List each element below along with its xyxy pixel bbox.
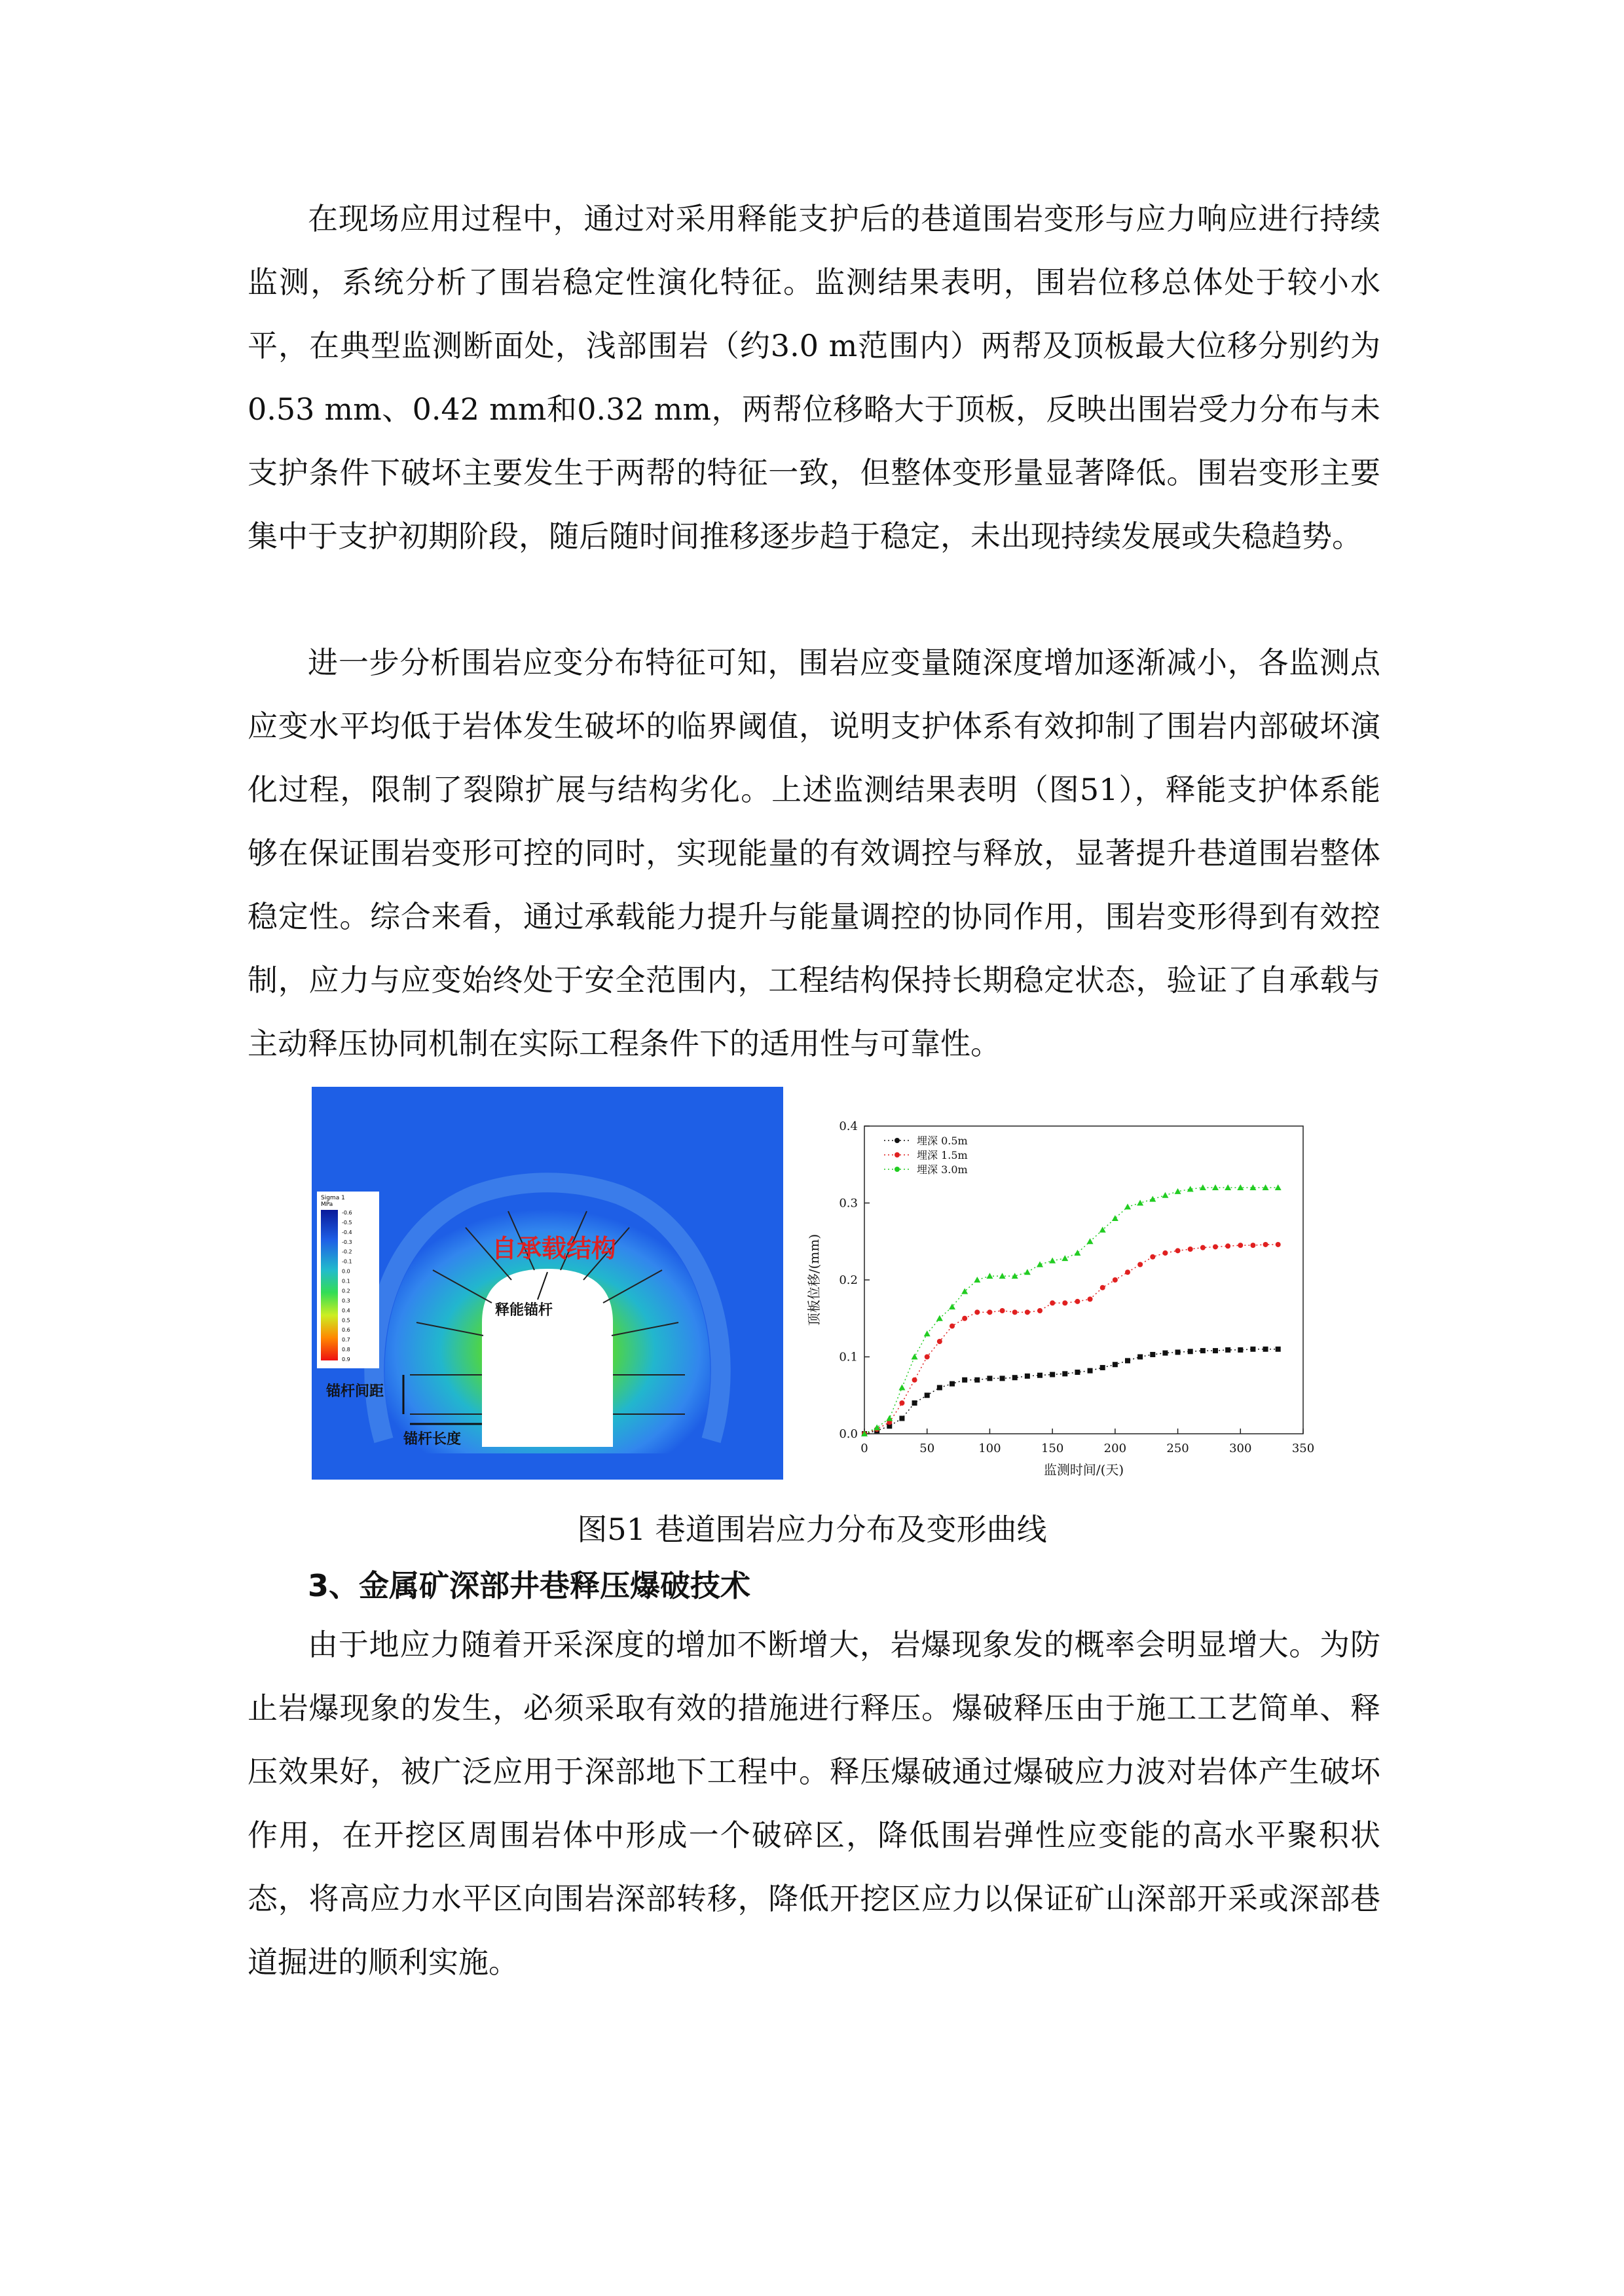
data-point (1012, 1375, 1018, 1380)
data-point (1074, 1250, 1080, 1256)
data-point (987, 1376, 992, 1381)
y-tick-label: 0.3 (839, 1196, 858, 1211)
data-point (1025, 1309, 1030, 1315)
data-point (1024, 1269, 1031, 1275)
data-point (986, 1273, 993, 1279)
data-point (1100, 1365, 1105, 1370)
data-point (924, 1330, 931, 1336)
legend-marker (895, 1152, 900, 1157)
data-point (1276, 1347, 1281, 1352)
displacement-chart (792, 1100, 1316, 1480)
data-point (987, 1309, 992, 1315)
data-point (925, 1355, 930, 1360)
legend-tick-label: -0.4 (342, 1229, 352, 1235)
data-point (974, 1377, 980, 1383)
data-point (899, 1400, 904, 1406)
series-line (864, 1349, 1278, 1434)
data-point (1275, 1184, 1282, 1190)
data-point (1113, 1277, 1118, 1283)
data-point (912, 1400, 917, 1406)
data-point (925, 1393, 930, 1398)
data-point (1276, 1242, 1281, 1247)
data-point (1000, 1308, 1005, 1313)
data-point (1225, 1347, 1230, 1353)
tunnel-opening (482, 1269, 613, 1447)
data-point (1263, 1242, 1268, 1247)
data-point (1088, 1368, 1093, 1374)
legend-label: 埋深 1.5m (917, 1149, 968, 1161)
x-tick-label: 50 (919, 1442, 935, 1455)
data-point (962, 1377, 967, 1383)
data-point (1250, 1347, 1255, 1352)
legend-tick-label: -0.6 (342, 1210, 352, 1216)
x-tick-label: 0 (860, 1442, 868, 1455)
data-point (1125, 1269, 1130, 1275)
data-point (1175, 1248, 1181, 1253)
bolt-label: 释能锚杆 (495, 1302, 553, 1319)
y-tick-label: 0.4 (839, 1120, 858, 1133)
paragraph-3: 由于地应力随着开采深度的增加不断增大，岩爆现象发的概率会明显增大。为防止岩爆现象的发生，必须采取有效的措施进行释压。爆破释压由于施工工艺简单、释压效果好，被广泛应用于深部地下工程中。释压爆破通过爆破应力波对岩体产生破坏作用，在开挖区周围岩体中形成一个破碎区，降低围岩弹性应变能的高水平聚积状态，将高应力水平区向围岩深部转移，降低开挖区应力以保证矿山深部开采或深部巷道掘进的顺利实施。 (248, 1627, 1380, 1980)
data-point (898, 1385, 905, 1391)
data-point (1075, 1299, 1080, 1304)
series-line (864, 1245, 1278, 1434)
y-tick-label: 0.1 (839, 1350, 858, 1364)
legend-marker (895, 1167, 900, 1172)
legend-tick-label: 0.8 (342, 1347, 350, 1353)
data-point (1113, 1362, 1118, 1367)
x-tick-label: 300 (1229, 1442, 1252, 1455)
data-point (1250, 1243, 1255, 1248)
bolt-length-label: 锚杆长度 (403, 1431, 462, 1448)
data-point (1200, 1184, 1206, 1190)
legend-tick-label: 0.4 (342, 1307, 350, 1314)
data-point (1225, 1243, 1230, 1248)
legend-marker (895, 1138, 900, 1143)
data-point (1263, 1347, 1268, 1352)
data-point (1050, 1372, 1055, 1377)
data-point (1000, 1376, 1005, 1381)
data-point (937, 1385, 942, 1391)
data-point (949, 1303, 955, 1309)
data-point (1037, 1373, 1043, 1378)
paragraph-2: 进一步分析围岩应变分布特征可知，围岩应变量随深度增加逐渐减小，各监测点应变水平均低于岩体发生破坏的临界阈值，说明支护体系有效抑制了围岩内部破坏演化过程，限制了裂隙扩展与结构劣化。上述监测结果表明（图51），释能支护体系能够在保证围岩变形可控的同时，实现能量的有效调控与释放，显著提升巷道围岩整体稳定性。综合来看，通过承载能力提升与能量调控的协同作用，围岩变形得到有效控制，应力与应变始终处于安全范围内，工程结构保持长期稳定状态，验证了自承载与主动释压协同机制在实际工程条件下的适用性与可靠性。 (248, 645, 1380, 1061)
data-point (1238, 1243, 1243, 1248)
data-point (1037, 1308, 1043, 1313)
legend-tick-label: -0.2 (342, 1248, 352, 1255)
data-point (1175, 1349, 1181, 1355)
legend-label: 埋深 0.5m (917, 1135, 968, 1147)
data-point (937, 1339, 942, 1344)
data-point (874, 1425, 880, 1430)
legend-label: 埋深 3.0m (917, 1163, 968, 1176)
data-point (1200, 1348, 1206, 1353)
legend-tick-label: 0.0 (342, 1268, 350, 1275)
x-tick-label: 100 (978, 1442, 1001, 1455)
data-point (1213, 1348, 1218, 1353)
data-point (1188, 1247, 1193, 1252)
data-point (1062, 1371, 1067, 1376)
legend-tick-label: 0.5 (342, 1317, 350, 1324)
data-point (1050, 1300, 1055, 1305)
legend-unit: MPa (321, 1201, 333, 1208)
data-point (1088, 1296, 1093, 1302)
x-tick-label: 250 (1166, 1442, 1189, 1455)
data-point (974, 1277, 980, 1283)
data-point (1124, 1203, 1131, 1209)
data-point (1225, 1184, 1231, 1190)
legend-tick-label: 0.6 (342, 1327, 350, 1334)
data-point (950, 1324, 955, 1329)
figure-caption: 图51 巷道围岩应力分布及变形曲线 (577, 1512, 1047, 1547)
data-point (912, 1377, 917, 1383)
legend-tick-label: 0.2 (342, 1288, 350, 1294)
data-point (1087, 1238, 1094, 1244)
x-tick-label: 350 (1291, 1442, 1315, 1455)
data-point (1062, 1300, 1067, 1305)
legend-tick-label: -0.3 (342, 1239, 352, 1245)
data-point (1150, 1352, 1155, 1357)
data-point (1188, 1349, 1193, 1354)
data-point (1150, 1254, 1155, 1260)
data-point (1025, 1374, 1030, 1379)
self-bearing-label: 自承载结构 (492, 1234, 617, 1263)
data-point (1012, 1309, 1018, 1315)
data-point (961, 1288, 968, 1294)
legend-tick-label: 0.7 (342, 1337, 350, 1343)
data-point (1061, 1255, 1068, 1261)
data-point (1162, 1351, 1168, 1356)
y-tick-label: 0.0 (839, 1427, 858, 1441)
bolt-spacing-label: 锚杆间距 (326, 1383, 384, 1400)
data-point (1162, 1250, 1168, 1256)
data-point (1075, 1370, 1080, 1375)
x-tick-label: 200 (1103, 1442, 1127, 1455)
section-heading: 3、金属矿深部井巷释压爆破技术 (308, 1568, 751, 1603)
legend-colorbar (321, 1210, 338, 1360)
data-point (1213, 1244, 1218, 1249)
x-axis-label: 监测时间/(天) (1043, 1462, 1124, 1478)
data-point (1162, 1192, 1168, 1198)
data-point (974, 1309, 980, 1315)
data-point (1238, 1347, 1243, 1353)
stress-contour-figure (312, 1087, 783, 1480)
paragraph-1: 在现场应用过程中，通过对采用释能支护后的巷道围岩变形与应力响应进行持续监测，系统分析了围岩稳定性演化特征。监测结果表明，围岩位移总体处于较小水平，在典型监测断面处，浅部围岩（约3.0 m范围内）两帮及顶板最大位移分别约为0.53 mm、0.42 mm和0.32 mm，两帮位移略大于顶板，反映出围岩受力分布与未支护条件下破坏主要发生于两帮的特征一致，但整体变形量显著降低。围岩变形主要集中于支护初期阶段，随后随时间推移逐步趋于稳定，未出现持续发展或失稳趋势。 (248, 201, 1380, 554)
y-tick-label: 0.2 (839, 1273, 858, 1287)
data-point (1112, 1215, 1118, 1221)
data-point (1137, 1262, 1143, 1267)
data-point (962, 1316, 967, 1321)
data-point (1149, 1196, 1156, 1202)
legend-tick-label: 0.1 (342, 1278, 350, 1285)
y-axis-label: 顶板位移/(mm) (806, 1233, 822, 1326)
x-tick-label: 150 (1041, 1442, 1064, 1455)
legend-tick-label: 0.9 (342, 1357, 350, 1362)
legend-tick-label: 0.3 (342, 1298, 350, 1304)
data-point (1100, 1285, 1105, 1290)
data-point (950, 1381, 955, 1387)
data-point (1212, 1184, 1219, 1190)
data-point (912, 1354, 918, 1360)
data-point (1200, 1245, 1206, 1250)
data-point (1137, 1355, 1143, 1360)
data-point (1125, 1358, 1130, 1363)
legend-tick-label: -0.1 (342, 1258, 352, 1265)
data-point (1049, 1258, 1056, 1264)
legend-tick-label: -0.5 (342, 1219, 352, 1226)
legend-title: Sigma 1 (321, 1195, 345, 1201)
data-point (899, 1416, 904, 1421)
